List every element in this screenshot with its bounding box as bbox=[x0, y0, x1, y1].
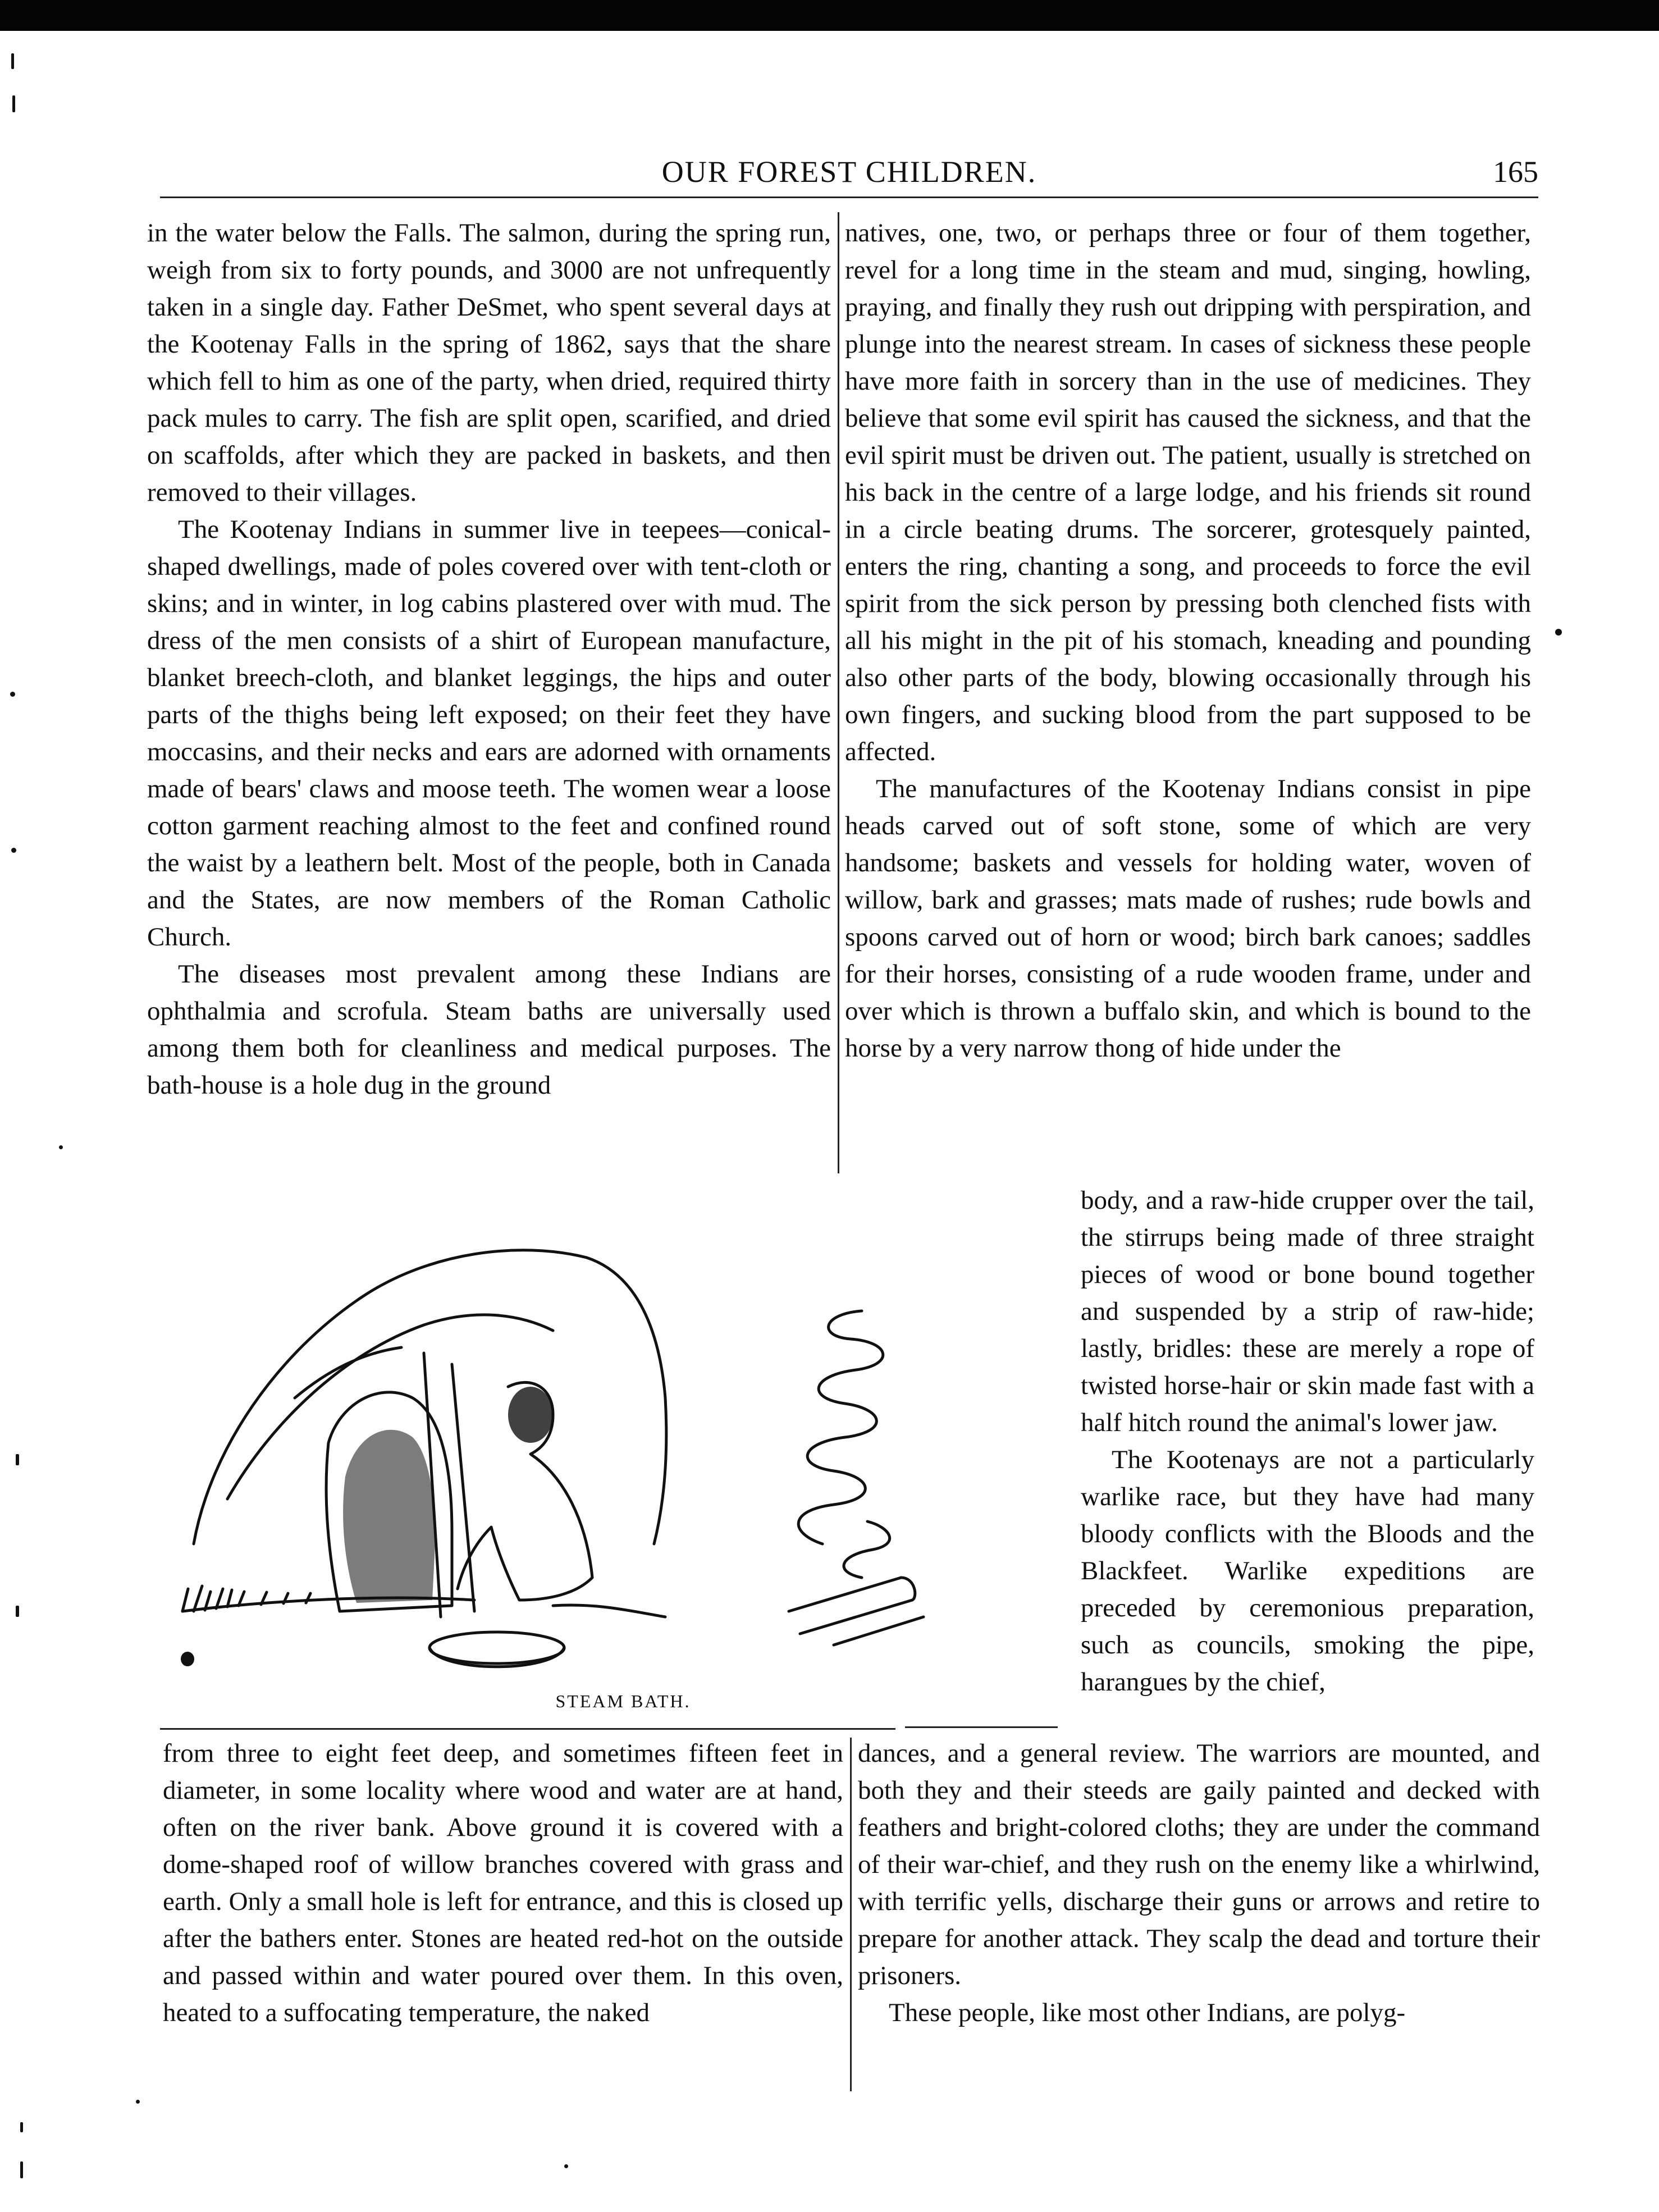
figure-caption: STEAM BATH. bbox=[555, 1691, 691, 1711]
doorway-shadow bbox=[343, 1430, 435, 1603]
figure-head bbox=[508, 1387, 553, 1443]
dome-fold bbox=[295, 1347, 401, 1398]
column-left-top bbox=[147, 214, 831, 1179]
scan-speck bbox=[564, 2164, 568, 2168]
scan-speck bbox=[59, 1145, 63, 1149]
log bbox=[789, 1578, 924, 1645]
column-right-top bbox=[845, 214, 1531, 1172]
running-title: OUR FOREST CHILDREN. bbox=[661, 155, 1037, 189]
paragraph: from three to eight feet deep, and sometimes fifteen feet in diameter, in some locality where wood and water are at hand, often on the river bank. Above ground it is covered with a dome-shaped roof of willow branches covered with grass and earth. Only a small hole is left for entrance, and this is closed up after the bathers enter. Stones are heated red-hot on the outside and passed within and water poured over them. In this oven, heated to a suffocating temperature, the naked bbox=[163, 1739, 843, 2027]
scan-speck bbox=[10, 692, 15, 697]
paragraph: The manufactures of the Kootenay Indians consist in pipe heads carved out of soft stone, some of which are very handsome; baskets and vessels for holding water, woven of willow, bark and grasses; mats made of rushes; rude bowls and spoons carved out of horn or wood; birch bark canoes; saddles for their horses, consisting of a rude wooden frame, under and over which is thrown a buffalo skin, and which is bound to the horse by a very narrow thong of hide under the bbox=[845, 774, 1531, 1063]
scan-speck bbox=[16, 1606, 19, 1617]
paragraph: body, and a raw-hide crupper over the tail, the stirrups being made of three straight pieces of wood or bone bound together and suspended by a strip of raw-hide; lastly, bridles: these are merely a rope of twisted horse-hair or skin made fast with a half hitch round the animal's lower jaw. bbox=[1081, 1186, 1534, 1437]
scan-speck bbox=[16, 1454, 19, 1465]
bowl bbox=[429, 1632, 564, 1663]
column-divider-bottom bbox=[850, 1738, 852, 2091]
header-rule bbox=[160, 196, 1538, 198]
scan-speck bbox=[12, 95, 15, 112]
log-end bbox=[901, 1578, 915, 1600]
scan-speck bbox=[20, 2161, 23, 2178]
paragraph: dances, and a general review. The warriors are mounted, and both they and their steeds are gaily painted and decked with feathers and bright-colored cloths; they are under the command of their war-chief, and they rush on the enemy like a whirlwind, with terrific yells, discharge their guns or arrows and retire to prepare for another attack. They scalp the dead and torture their prisoners. bbox=[858, 1739, 1540, 1990]
paragraph: The Kootenay Indians in summer live in teepees—conical-shaped dwellings, made of poles covered over with tent-cloth or skins; and in winter, in log cabins plastered over with mud. The dress of the men consists of a shirt of European manufacture, blanket breech-cloth, and blanket leggings, the hips and outer parts of the thighs being left exposed; on their feet they have moccasins, and their necks and ears are adorned with ornaments made of bears' claws and moose teeth. The women wear a loose cotton garment reaching almost to the feet and confined round the waist by a leathern belt. Most of the people, both in Canada and the States, are now members of the Roman Catholic Church. bbox=[147, 515, 831, 952]
steam-bath-illustration bbox=[160, 1185, 1070, 1701]
scan-top-band bbox=[0, 0, 1659, 31]
paragraph: in the water below the Falls. The salmon, during the spring run, weigh from six to forty pounds, and 3000 are not unfrequently taken in a single day. Father DeSmet, who spent several days at the Kootenay Falls in the spring of 1862, says that the share which fell to him as one of the party, when dried, required thirty pack mules to carry. The fish are split open, scarified, and dried on scaffolds, after which they are packed in baskets, and then removed to their villages. bbox=[147, 218, 831, 507]
page-number: 165 bbox=[1493, 155, 1538, 189]
column-left-bottom bbox=[163, 1735, 843, 2088]
paragraph: The diseases most prevalent among these Indians are ophthalmia and scrofula. Steam baths are universally used among them both for cleanliness and medical purposes. The bath-house is a hole dug in the ground bbox=[147, 959, 831, 1100]
page-header bbox=[160, 154, 1538, 199]
column-divider-top bbox=[838, 212, 839, 1173]
steam-spiral-2 bbox=[844, 1521, 890, 1578]
scan-speck bbox=[20, 2122, 23, 2132]
grass bbox=[182, 1586, 310, 1611]
paragraph: The Kootenays are not a particularly warlike race, but they have had many bloody conflicts with the Bloods and the Blackfeet. Warlike expeditions are preceded by ceremonious preparation, such as councils, smoking the pipe, harangues by the chief, bbox=[1081, 1445, 1534, 1697]
scan-speck bbox=[11, 848, 16, 853]
scan-speck bbox=[181, 1652, 194, 1666]
caption-rule-right bbox=[905, 1726, 1058, 1728]
steam-spiral bbox=[798, 1311, 883, 1544]
scan-speck bbox=[11, 53, 14, 69]
caption-rule-left bbox=[160, 1728, 895, 1730]
column-right-wrap bbox=[1081, 1182, 1534, 1749]
scan-speck bbox=[136, 2100, 140, 2104]
paragraph: natives, one, two, or perhaps three or four of them together, revel for a long time in the steam and mud, singing, howling, praying, and finally they rush out dripping with perspiration, and plunge into the nearest stream. In cases of sickness these people have more faith in sorcery than in the use of medicines. They believe that some evil spirit has caused the sickness, and that the evil spirit must be driven out. The patient, usually is stretched on his back in the centre of a large lodge, and his friends sit round in a circle beating drums. The sorcerer, grotesquely painted, enters the ring, chanting a song, and proceeds to force the evil spirit from the sick person by pressing both clenched fists with all his might in the pit of his stomach, kneading and pounding also other parts of the body, blowing occasionally through his own fingers, and sucking blood from the part supposed to be affected. bbox=[845, 218, 1531, 766]
scan-speck bbox=[1555, 629, 1562, 636]
paragraph: These people, like most other Indians, are polyg- bbox=[889, 1998, 1406, 2027]
steam-bath-drawing bbox=[160, 1185, 1070, 1701]
column-right-bottom bbox=[858, 1735, 1540, 2088]
